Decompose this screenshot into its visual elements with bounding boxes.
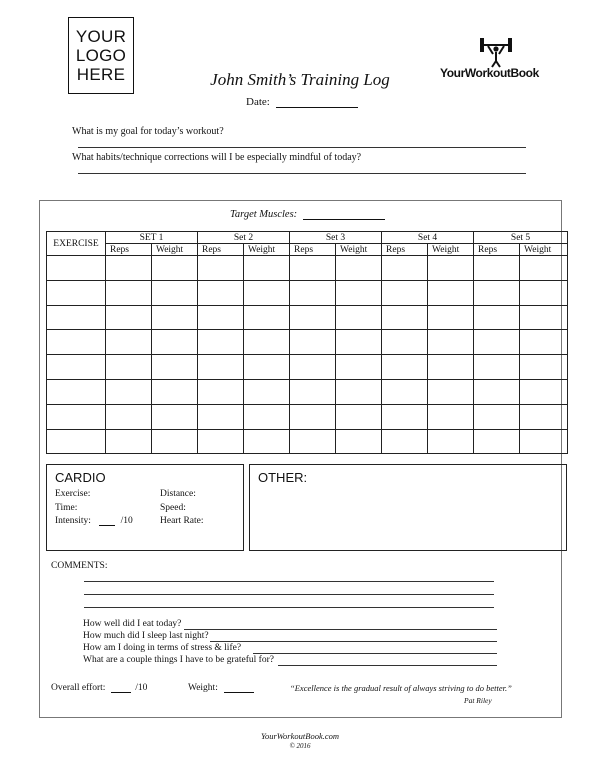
- quote: “Excellence is the gradual result of always striving to do better.”: [290, 683, 512, 693]
- cardio-time-label[interactable]: Time:: [55, 503, 78, 513]
- reps-cell[interactable]: [290, 379, 336, 404]
- reps-cell[interactable]: [290, 280, 336, 305]
- reps-cell[interactable]: [474, 429, 520, 454]
- weight-cell[interactable]: [336, 429, 382, 454]
- intensity-line: [99, 517, 115, 526]
- reps-header: Reps: [290, 244, 336, 256]
- exercise-cell[interactable]: [47, 355, 106, 380]
- reps-cell[interactable]: [382, 429, 428, 454]
- table-row: [47, 280, 568, 305]
- weight-cell[interactable]: [520, 280, 568, 305]
- weight-header: Weight: [152, 244, 198, 256]
- reps-header: Reps: [382, 244, 428, 256]
- reps-cell[interactable]: [474, 404, 520, 429]
- reps-header: Reps: [474, 244, 520, 256]
- goal-question: What is my goal for today’s workout?: [72, 126, 224, 137]
- reps-cell[interactable]: [290, 404, 336, 429]
- reps-cell[interactable]: [290, 429, 336, 454]
- overall-effort-line: [111, 684, 131, 693]
- weight-cell[interactable]: [244, 429, 290, 454]
- question-grateful: What are a couple things I have to be grateful for?: [83, 655, 274, 665]
- weight-header: Weight: [428, 244, 474, 256]
- date-line: [276, 96, 358, 108]
- comment-line[interactable]: [84, 607, 494, 608]
- weight-cell[interactable]: [244, 280, 290, 305]
- set-3-header: Set 3: [290, 232, 382, 244]
- weight-cell[interactable]: [428, 355, 474, 380]
- weight-cell[interactable]: [520, 305, 568, 330]
- weight-cell[interactable]: [428, 330, 474, 355]
- weight-cell[interactable]: [520, 256, 568, 281]
- table-row: [47, 404, 568, 429]
- set-5-header: Set 5: [474, 232, 568, 244]
- reps-cell[interactable]: [474, 256, 520, 281]
- target-muscles-field[interactable]: [230, 208, 385, 220]
- weight-header: Weight: [520, 244, 568, 256]
- reps-cell[interactable]: [106, 355, 152, 380]
- weight-cell[interactable]: [428, 404, 474, 429]
- reps-cell[interactable]: [198, 379, 244, 404]
- reps-cell[interactable]: [474, 355, 520, 380]
- cardio-heart-rate-label[interactable]: Heart Rate:: [160, 516, 204, 526]
- weight-cell[interactable]: [336, 330, 382, 355]
- reps-cell[interactable]: [198, 330, 244, 355]
- reps-cell[interactable]: [106, 429, 152, 454]
- question-stress: How am I doing in terms of stress & life?: [83, 643, 242, 653]
- overall-effort-field[interactable]: [51, 683, 147, 693]
- reps-cell[interactable]: [382, 280, 428, 305]
- weight-cell[interactable]: [336, 305, 382, 330]
- comment-line[interactable]: [84, 581, 494, 582]
- weight-cell[interactable]: [152, 355, 198, 380]
- reps-cell[interactable]: [290, 355, 336, 380]
- overall-effort-label: Overall effort:: [51, 683, 106, 693]
- overall-effort-scale: /10: [135, 683, 148, 693]
- table-row: [47, 355, 568, 380]
- reps-cell[interactable]: [474, 280, 520, 305]
- reps-cell[interactable]: [382, 379, 428, 404]
- reps-cell[interactable]: [382, 330, 428, 355]
- cardio-speed-label[interactable]: Speed:: [160, 503, 186, 513]
- reps-header: Reps: [198, 244, 244, 256]
- exercise-table-body: [47, 256, 568, 454]
- weight-cell[interactable]: [244, 404, 290, 429]
- comment-line[interactable]: [84, 594, 494, 595]
- weight-cell[interactable]: [244, 305, 290, 330]
- weight-label: Weight:: [188, 683, 218, 693]
- weight-cell[interactable]: [428, 379, 474, 404]
- set-1-header: SET 1: [106, 232, 198, 244]
- question-eat: How well did I eat today?: [83, 619, 182, 629]
- weight-cell[interactable]: [336, 256, 382, 281]
- reps-cell[interactable]: [198, 280, 244, 305]
- weight-cell[interactable]: [152, 256, 198, 281]
- logo-line-3: HERE: [76, 65, 126, 84]
- answer-line-sleep[interactable]: [210, 641, 497, 642]
- reps-cell[interactable]: [382, 256, 428, 281]
- weight-cell[interactable]: [244, 330, 290, 355]
- brand-name: YourWorkoutBook: [440, 66, 539, 80]
- answer-line-eat[interactable]: [184, 629, 497, 630]
- reps-cell[interactable]: [106, 280, 152, 305]
- logo-line-1: YOUR: [75, 27, 127, 46]
- weight-cell[interactable]: [520, 404, 568, 429]
- weight-cell[interactable]: [152, 330, 198, 355]
- habits-question: What habits/technique corrections will I be especially mindful of today?: [72, 152, 362, 163]
- cardio-title: CARDIO: [55, 470, 106, 485]
- table-row: [47, 330, 568, 355]
- cardio-box: [46, 464, 244, 551]
- reps-cell[interactable]: [198, 404, 244, 429]
- exercise-cell[interactable]: [47, 280, 106, 305]
- goal-answer-line[interactable]: [78, 147, 526, 148]
- weight-cell[interactable]: [152, 404, 198, 429]
- weight-cell[interactable]: [244, 355, 290, 380]
- weight-cell[interactable]: [428, 256, 474, 281]
- exercise-cell[interactable]: [47, 429, 106, 454]
- weight-cell[interactable]: [244, 256, 290, 281]
- reps-cell[interactable]: [290, 330, 336, 355]
- weight-cell[interactable]: [152, 429, 198, 454]
- footer-site: YourWorkoutBook.com: [261, 731, 339, 741]
- weight-cell[interactable]: [152, 280, 198, 305]
- reps-cell[interactable]: [474, 330, 520, 355]
- weight-cell[interactable]: [244, 379, 290, 404]
- reps-cell[interactable]: [474, 305, 520, 330]
- weight-cell[interactable]: [428, 280, 474, 305]
- reps-cell[interactable]: [198, 355, 244, 380]
- cardio-distance-label[interactable]: Distance:: [160, 489, 196, 499]
- set-4-header: Set 4: [382, 232, 474, 244]
- weight-cell[interactable]: [152, 305, 198, 330]
- target-muscles-line: [303, 208, 385, 220]
- other-title: OTHER:: [258, 470, 308, 485]
- quote-author: Pat Riley: [464, 696, 492, 705]
- set-2-header: Set 2: [198, 232, 290, 244]
- exercise-table: [46, 231, 568, 454]
- reps-cell[interactable]: [382, 355, 428, 380]
- table-row: [47, 256, 568, 281]
- reps-cell[interactable]: [106, 330, 152, 355]
- exercise-cell[interactable]: [47, 305, 106, 330]
- weight-header: Weight: [244, 244, 290, 256]
- reps-cell[interactable]: [198, 256, 244, 281]
- reps-cell[interactable]: [474, 379, 520, 404]
- reps-cell[interactable]: [290, 305, 336, 330]
- cardio-exercise-label[interactable]: Exercise:: [55, 489, 91, 499]
- reps-cell[interactable]: [106, 305, 152, 330]
- reps-header: Reps: [106, 244, 152, 256]
- weight-cell[interactable]: [520, 429, 568, 454]
- table-row: [47, 429, 568, 454]
- page-title: John Smith’s Training Log: [210, 70, 390, 89]
- cardio-intensity-field[interactable]: [55, 516, 133, 526]
- exercise-cell[interactable]: [47, 256, 106, 281]
- weight-cell[interactable]: [336, 404, 382, 429]
- exercise-cell[interactable]: [47, 379, 106, 404]
- weight-header: Weight: [336, 244, 382, 256]
- answer-line-stress[interactable]: [253, 653, 497, 654]
- reps-cell[interactable]: [198, 305, 244, 330]
- reps-cell[interactable]: [198, 429, 244, 454]
- answer-line-grateful[interactable]: [278, 665, 497, 666]
- weight-cell[interactable]: [520, 330, 568, 355]
- comments-label: COMMENTS:: [51, 561, 108, 571]
- reps-cell[interactable]: [290, 256, 336, 281]
- date-label: Date:: [246, 96, 270, 108]
- table-row: [47, 379, 568, 404]
- question-sleep: How much did I sleep last night?: [83, 631, 209, 641]
- weight-field[interactable]: [188, 683, 254, 693]
- weight-cell[interactable]: [520, 355, 568, 380]
- cardio-intensity-label: Intensity:: [55, 516, 91, 526]
- date-field[interactable]: [246, 96, 358, 108]
- footer-copyright: © 2016: [289, 742, 311, 750]
- reps-cell[interactable]: [106, 379, 152, 404]
- exercise-cell[interactable]: [47, 404, 106, 429]
- reps-cell[interactable]: [382, 404, 428, 429]
- logo-line-2: LOGO: [75, 46, 127, 65]
- target-muscles-label: Target Muscles:: [230, 209, 298, 220]
- weight-cell[interactable]: [428, 429, 474, 454]
- weight-line: [224, 684, 254, 693]
- other-box[interactable]: [249, 464, 567, 551]
- exercise-header: EXERCISE: [47, 232, 106, 256]
- weight-cell[interactable]: [336, 355, 382, 380]
- reps-cell[interactable]: [106, 404, 152, 429]
- table-row: [47, 305, 568, 330]
- weight-cell[interactable]: [336, 379, 382, 404]
- weight-cell[interactable]: [520, 379, 568, 404]
- intensity-scale: /10: [120, 516, 133, 526]
- exercise-cell[interactable]: [47, 330, 106, 355]
- reps-cell[interactable]: [382, 305, 428, 330]
- weight-cell[interactable]: [152, 379, 198, 404]
- weight-cell[interactable]: [336, 280, 382, 305]
- weight-cell[interactable]: [428, 305, 474, 330]
- reps-cell[interactable]: [106, 256, 152, 281]
- habits-answer-line[interactable]: [78, 173, 526, 174]
